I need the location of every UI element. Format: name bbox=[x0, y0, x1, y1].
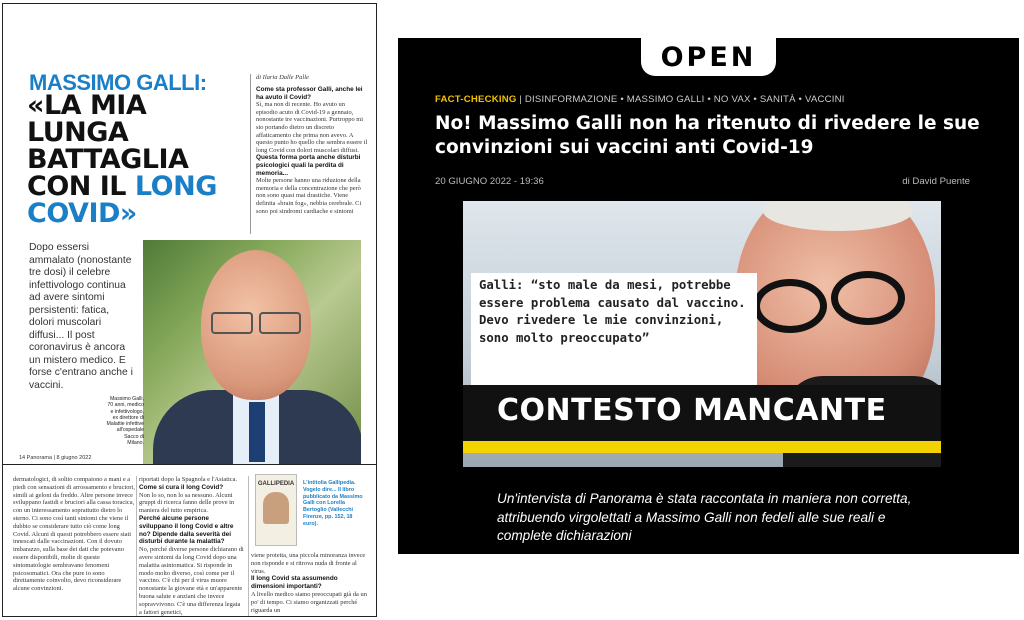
magazine-byline: di Ilaria Dalle Palle bbox=[256, 74, 309, 81]
open-article-card bbox=[398, 38, 1019, 554]
article-summary: Un'intervista di Panorama è stata raccontata in maniera non corretta, attribuendo virgolettati a Massimo Galli non fedeli alle sue reali e complete dichiarazioni bbox=[497, 491, 912, 543]
page-footer: 14 Panorama | 8 giugno 2022 bbox=[19, 455, 92, 461]
book-title: GALLIPEDIA bbox=[257, 481, 295, 487]
article-hero-image bbox=[463, 201, 941, 467]
answer-2: Molte persone hanno una riduzione della memoria e della concentrazione che però non sono quasi mai drastiche. Viene definita «brain fog», nebbia cerebrale. Ci sono poi sindromi cardiache e sintomi bbox=[256, 177, 362, 215]
body-column-3 bbox=[251, 552, 367, 614]
magazine-page bbox=[2, 3, 377, 617]
page-divider bbox=[3, 464, 376, 465]
category-fact-checking[interactable]: FACT-CHECKING bbox=[435, 94, 517, 105]
magazine-kicker: MASSIMO GALLI: bbox=[29, 70, 207, 95]
body-column-2 bbox=[139, 476, 244, 616]
body-column-1: dermatologici, di solito compaiono a mani e a piedi con sensazioni di arrossamento e bruciori, simili ai geloni da freddo. Altre persone invece sviluppano fastidi e bruciori alla cassa toracica, con un interessamento soprattutto dietro lo sterno. Ci sono così tanti sintomi che viene il dubbio se considerare tutto ciò come long Covid. Alcuni di questi potrebbero essere stati innescati dalle vaccinazioni. Con il dovuto imbarazzo, sulla base dei dati che potevano essere disponibili, molte di queste sintomatologie sembravano fenomeni psicosomatici. Ora che pure io sono direttamente coinvolto, devo riconsiderare alcune convinzioni. bbox=[13, 476, 135, 593]
magazine-standfirst: Dopo essersi ammalato (nonostante tre dosi) il celebre infettivologo continua ad avere sintomi persistenti: fatica, dolori muscolari diffusi... Il post coronavirus è ancora un mistero medico. E forse c'entrano anche i vaccini. bbox=[29, 242, 133, 391]
book-cover bbox=[255, 474, 297, 546]
verdict-label: CONTESTO MANCANTE bbox=[497, 393, 887, 428]
galli-portrait-photo bbox=[143, 240, 361, 464]
open-logo[interactable]: OPEN bbox=[660, 42, 757, 73]
headline-main: «LA MIA LUNGA BATTAGLIA CON IL bbox=[27, 90, 189, 202]
interview-intro bbox=[256, 86, 368, 215]
col2-question-1: Come si cura il long Covid? bbox=[139, 483, 224, 491]
col2-question-2: Perché alcune persone sviluppano il long Covid e altre no? Dipende dalla severità dei disturbi durante la malattia? bbox=[139, 514, 234, 546]
headline-highlight: LONG COVID» bbox=[27, 171, 217, 229]
column-separator bbox=[248, 476, 249, 616]
col3-text: viene protetta, una piccola minoranza invece non risponde e si ritrova nuda di fronte al virus. bbox=[251, 552, 366, 575]
col2-answer-1: Non lo so, non lo sa nessuno. Alcuni gruppi di ricerca fanno delle prove in maniera del tutto empirica. bbox=[139, 491, 235, 515]
question-1: Come sta professor Galli, anche lei ha avuto il Covid? bbox=[256, 86, 363, 101]
article-date: 20 GIUGNO 2022 - 19:36 bbox=[435, 176, 544, 187]
verdict-banner bbox=[463, 385, 941, 441]
magazine-headline bbox=[27, 92, 232, 227]
category-tags[interactable]: | DISINFORMAZIONE • MASSIMO GALLI • NO VAX • SANITÀ • VACCINI bbox=[516, 94, 845, 105]
col2-answer-2: No, perché diverse persone dichiarano di avere sintomi da long Covid dopo una malattia asintomatica. Si risponde in modo molto diverso, così come per il vaccino. C'è chi per il virus muore nonostante la giovane età e un'apparente buona salute e anziani che invece sopravvivono. C'è una differenza legata a fattori genetici, bbox=[139, 546, 244, 616]
photo-caption: Massimo Galli, 70 anni, medico e infettivologo, ex direttore di Malattie infettive all'ospedale Sacco di Milano. bbox=[106, 396, 144, 447]
article-author[interactable]: di David Puente bbox=[902, 176, 970, 187]
question-2: Questa forma porta anche disturbi psicologici quali la perdita di memoria... bbox=[256, 154, 361, 177]
column-divider bbox=[250, 74, 251, 234]
answer-1: Sì, ma non di recente. Ho avuto un episodio acuto di Covid-19 a gennaio, nonostante tre vaccinazioni. Purtroppo mi sto portando dietro un discreto affaticamento che prima non avevo. A questo punto ho quello che sembra essere il long Covid con dolori muscolari diffusi. bbox=[256, 101, 368, 154]
article-title[interactable]: No! Massimo Galli non ha ritenuto di rivedere le sue convinzioni sui vaccini anti Covid-19 bbox=[435, 113, 980, 158]
col3-question: Il long Covid sta assumendo dimensioni importanti? bbox=[251, 575, 338, 591]
false-quote-box bbox=[471, 273, 757, 387]
book-caption: L'intitolia Gallipedia. Vogelo dire... Il libro pubblicato da Massimo Galli con Lorella Bertoglio (Vallecchi Firenze, pp. 152, 18 euro). bbox=[303, 480, 363, 527]
col2-text: riportati dopo la Spagnola e l'Asiatica. bbox=[139, 476, 238, 483]
yellow-stripe bbox=[463, 441, 941, 453]
col3-answer: A livello medico siamo preoccupati già da un po' di tempo. Ci siamo organizzati perché riguarda un bbox=[251, 590, 367, 614]
category-line bbox=[435, 94, 845, 105]
false-quote-text: Galli: “sto male da mesi, potrebbe essere problema causato dal vaccino. Devo rivedere le mie convinzioni, sono molto preoccupato” bbox=[479, 278, 746, 345]
column-separator bbox=[136, 476, 137, 616]
